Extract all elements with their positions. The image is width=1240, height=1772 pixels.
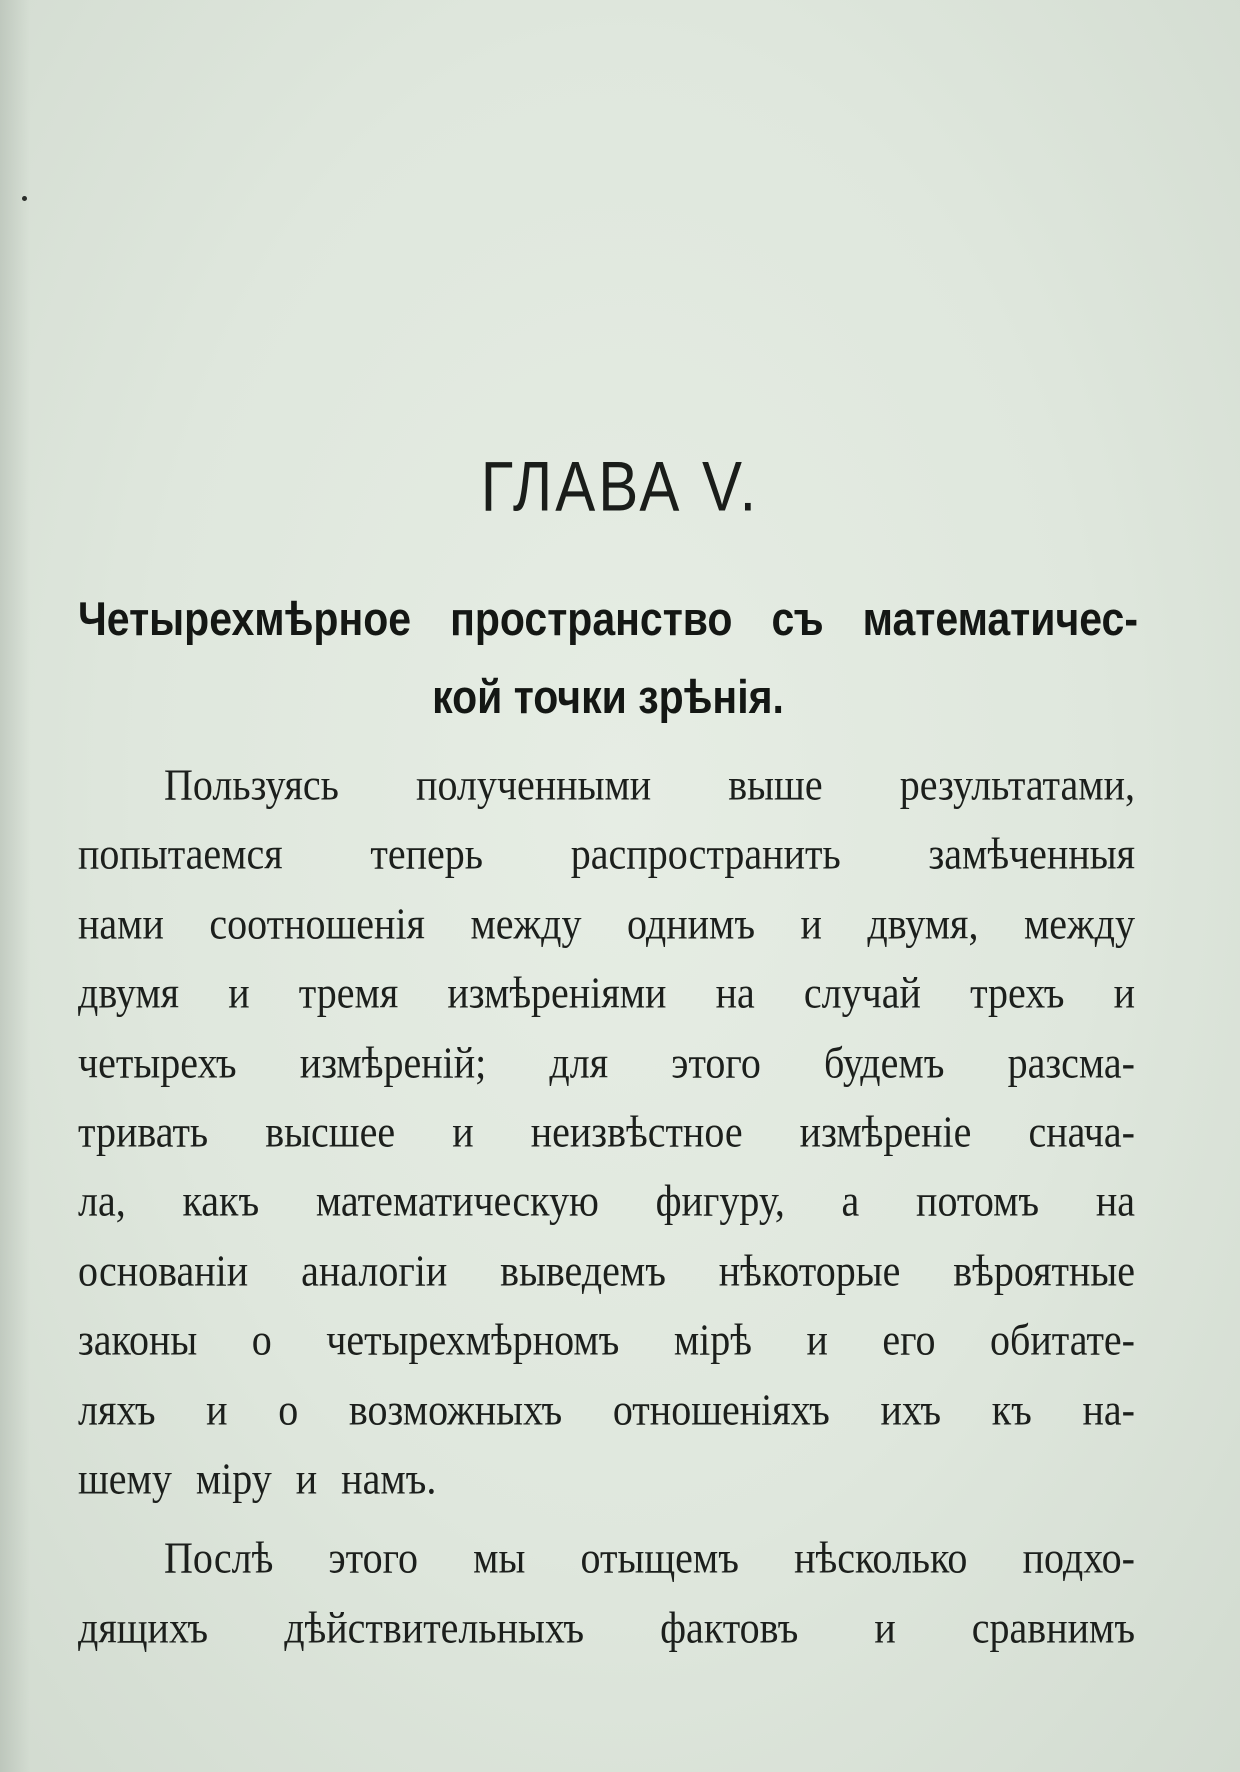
text-line: ляхъ и о возможныхъ отношеніяхъ ихъ къ на- xyxy=(78,1383,1135,1435)
text-line: попытаемся теперь распространить замѣченныя xyxy=(78,828,1135,880)
paragraph-2 xyxy=(78,1523,1135,1662)
section-title-line: Четырехмѣрное пространство съ математичес- xyxy=(78,592,1138,646)
text-line: основаніи аналогіи выведемъ нѣкоторые вѣроятные xyxy=(78,1245,1135,1296)
text-line: Пользуясь полученными выше результатами, xyxy=(164,759,1135,810)
section-title xyxy=(78,580,1138,736)
text-line: законы о четырехмѣрномъ мірѣ и его обитате- xyxy=(78,1314,1135,1365)
section-title-line: кой точки зрѣнія. xyxy=(432,670,784,724)
text-line: дящихъ дѣйствительныхъ фактовъ и сравнимъ xyxy=(78,1602,1135,1653)
text-line: тривать высшее и неизвѣстное измѣреніе снача- xyxy=(78,1106,1135,1157)
text-line: нами соотношенія между однимъ и двумя, между xyxy=(78,898,1135,949)
ink-speck xyxy=(22,196,27,201)
page-edge-shadow xyxy=(0,0,30,1772)
chapter-title: ГЛАВА V. xyxy=(480,446,760,526)
text-line: ла, какъ математическую фигуру, а потомъ на xyxy=(78,1175,1135,1227)
text-line: четырехъ измѣреній; для этого будемъ разсма- xyxy=(78,1036,1135,1088)
text-line: шему міру и намъ. xyxy=(78,1453,437,1504)
body-text xyxy=(78,750,1135,1662)
paragraph-1 xyxy=(78,750,1135,1513)
text-line: Послѣ этого мы отыщемъ нѣсколько подхо- xyxy=(164,1532,1135,1584)
text-line: двумя и тремя измѣреніями на случай трехъ и xyxy=(78,967,1135,1018)
